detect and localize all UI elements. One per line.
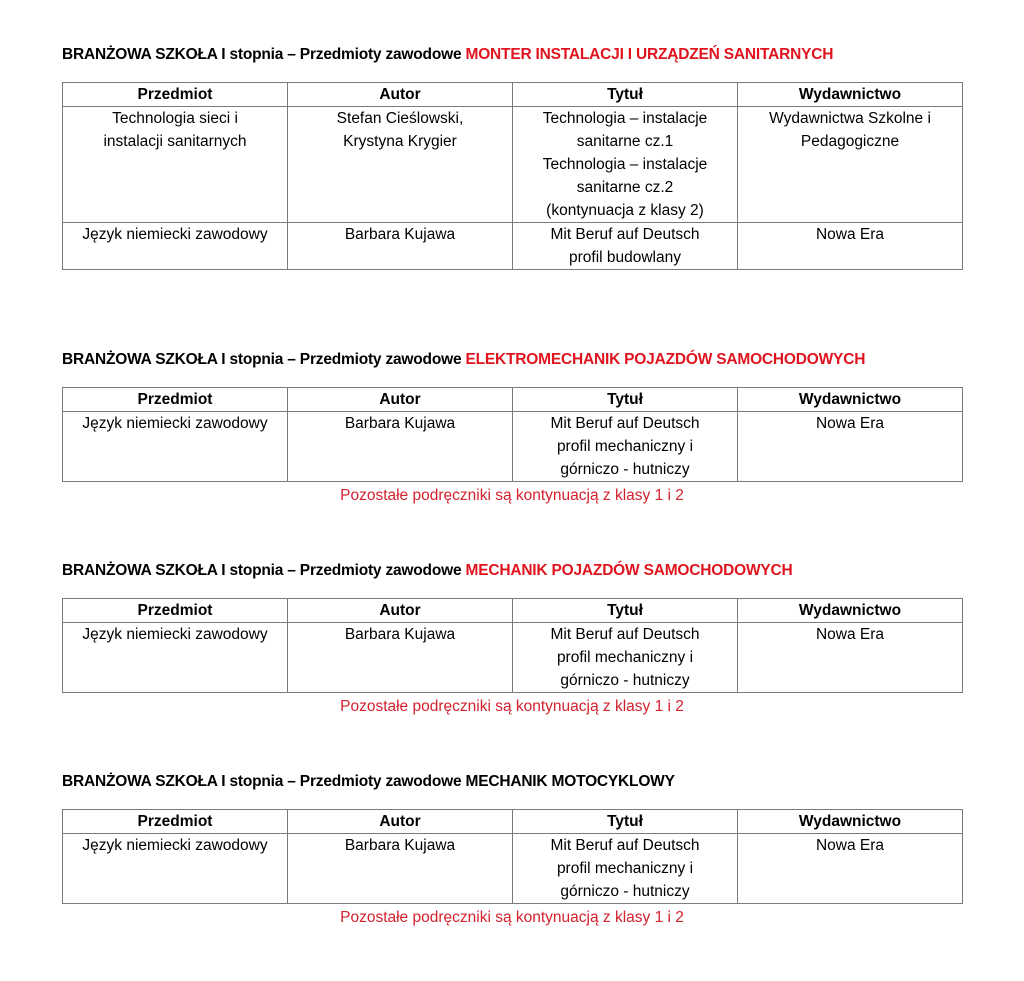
column-header-wydawnictwo: Wydawnictwo (738, 388, 963, 412)
cell-text: profil budowlany (568, 249, 681, 266)
continuation-note: Pozostałe podręczniki są kontynuacją z klasy 1 i 2 (340, 698, 684, 715)
cell-text: górniczo - hutniczy (560, 883, 690, 900)
heading-profession: ELEKTROMECHANIK POJAZDÓW SAMOCHODOWYCH (465, 351, 866, 368)
cell-text: Barbara Kujawa (344, 226, 456, 243)
column-header-wydawnictwo: Wydawnictwo (738, 83, 963, 107)
table-row (63, 412, 963, 482)
cell-autor (288, 623, 513, 693)
table-header-row (63, 599, 963, 623)
cell-autor (288, 412, 513, 482)
cell-text: górniczo - hutniczy (560, 461, 690, 478)
column-header-tytul: Tytuł (513, 810, 738, 834)
cell-text: Mit Beruf auf Deutsch (550, 415, 700, 432)
table-header-row (63, 388, 963, 412)
cell-tytul (513, 412, 738, 482)
cell-wydawnictwo (738, 412, 963, 482)
cell-text: Nowa Era (815, 626, 885, 643)
cell-text: Technologia sieci i (112, 110, 238, 127)
column-header-przedmiot: Przedmiot (63, 599, 288, 623)
table-header-row (63, 810, 963, 834)
continuation-note: Pozostałe podręczniki są kontynuacją z klasy 1 i 2 (340, 487, 684, 504)
heading-profession: MECHANIK POJAZDÓW SAMOCHODOWYCH (465, 562, 793, 579)
section-heading (62, 45, 962, 65)
cell-wydawnictwo (738, 623, 963, 693)
heading-prefix: BRANŻOWA SZKOŁA I stopnia – Przedmioty zawodowe (62, 773, 466, 790)
cell-text: Pedagogiczne (800, 133, 900, 150)
section-elektromechanik (62, 350, 962, 507)
cell-przedmiot (63, 623, 288, 693)
heading-prefix: BRANŻOWA SZKOŁA I stopnia – Przedmioty zawodowe (62, 351, 466, 368)
textbook-table (62, 82, 963, 270)
column-header-przedmiot: Przedmiot (63, 83, 288, 107)
cell-text: Technologia – instalacje (542, 156, 708, 173)
cell-text: Język niemiecki zawodowy (82, 415, 268, 432)
cell-text: Barbara Kujawa (344, 626, 456, 643)
cell-autor (288, 223, 513, 270)
cell-text: Nowa Era (815, 837, 885, 854)
column-header-tytul: Tytuł (513, 83, 738, 107)
cell-text: profil mechaniczny i (556, 649, 694, 666)
column-header-wydawnictwo: Wydawnictwo (738, 599, 963, 623)
cell-autor (288, 834, 513, 904)
cell-tytul (513, 623, 738, 693)
cell-text: Barbara Kujawa (344, 415, 456, 432)
column-header-przedmiot: Przedmiot (63, 810, 288, 834)
textbook-table (62, 598, 963, 693)
cell-przedmiot (63, 107, 288, 223)
heading-profession: MONTER INSTALACJI I URZĄDZEŃ SANITARNYCH (465, 46, 834, 63)
cell-text: Mit Beruf auf Deutsch (550, 226, 700, 243)
cell-text: sanitarne cz.2 (576, 179, 674, 196)
section-monter-instalacji (62, 45, 962, 270)
table-row (63, 623, 963, 693)
cell-tytul (513, 834, 738, 904)
cell-text: Wydawnictwa Szkolne i (769, 110, 931, 127)
cell-text: profil mechaniczny i (556, 860, 694, 877)
column-header-autor: Autor (288, 388, 513, 412)
cell-przedmiot (63, 834, 288, 904)
heading-prefix: BRANŻOWA SZKOŁA I stopnia – Przedmioty zawodowe (62, 562, 466, 579)
cell-tytul (513, 223, 738, 270)
textbook-table (62, 387, 963, 482)
section-heading (62, 772, 962, 792)
cell-text: Krystyna Krygier (343, 133, 457, 150)
cell-text: Język niemiecki zawodowy (82, 626, 268, 643)
heading-prefix: BRANŻOWA SZKOŁA I stopnia – Przedmioty zawodowe (62, 46, 466, 63)
cell-text: (kontynuacja z klasy 2) (546, 202, 704, 219)
column-header-autor: Autor (288, 599, 513, 623)
cell-wydawnictwo (738, 223, 963, 270)
column-header-wydawnictwo: Wydawnictwo (738, 810, 963, 834)
table-row (63, 834, 963, 904)
column-header-autor: Autor (288, 83, 513, 107)
cell-wydawnictwo (738, 107, 963, 223)
column-header-autor: Autor (288, 810, 513, 834)
section-mechanik-motocyklowy (62, 772, 962, 929)
cell-przedmiot (63, 412, 288, 482)
cell-text: Język niemiecki zawodowy (82, 226, 268, 243)
cell-text: Mit Beruf auf Deutsch (550, 626, 700, 643)
cell-text: instalacji sanitarnych (103, 133, 247, 150)
cell-text: sanitarne cz.1 (576, 133, 674, 150)
column-header-przedmiot: Przedmiot (63, 388, 288, 412)
cell-text: Język niemiecki zawodowy (82, 837, 268, 854)
cell-text: Nowa Era (815, 415, 885, 432)
cell-text: profil mechaniczny i (556, 438, 694, 455)
cell-autor (288, 107, 513, 223)
cell-text: Mit Beruf auf Deutsch (550, 837, 700, 854)
cell-przedmiot (63, 223, 288, 270)
section-mechanik-pojazdow (62, 561, 962, 718)
column-header-tytul: Tytuł (513, 388, 738, 412)
section-heading (62, 350, 962, 370)
textbook-table (62, 809, 963, 904)
cell-tytul (513, 107, 738, 223)
heading-profession: MECHANIK MOTOCYKLOWY (465, 773, 675, 790)
cell-text: górniczo - hutniczy (560, 672, 690, 689)
table-row (63, 107, 963, 223)
cell-wydawnictwo (738, 834, 963, 904)
cell-text: Stefan Cieślowski, (336, 110, 464, 127)
cell-text: Technologia – instalacje (542, 110, 708, 127)
table-header-row (63, 83, 963, 107)
cell-text: Nowa Era (815, 226, 885, 243)
table-row (63, 223, 963, 270)
continuation-note: Pozostałe podręczniki są kontynuacją z klasy 1 i 2 (340, 909, 684, 926)
column-header-tytul: Tytuł (513, 599, 738, 623)
section-heading (62, 561, 962, 581)
cell-text: Barbara Kujawa (344, 837, 456, 854)
